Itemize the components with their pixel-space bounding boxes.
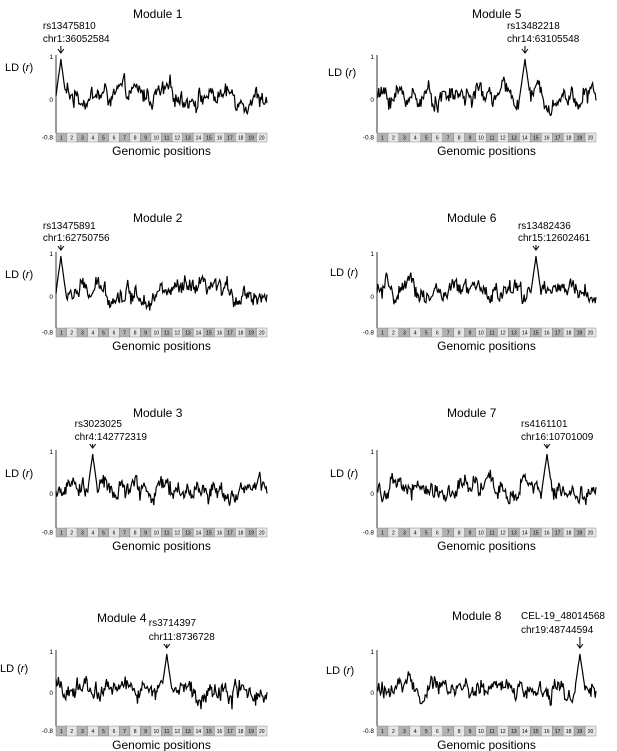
- chromosome-label: 19: [248, 530, 254, 537]
- y-tick-label: 1: [49, 54, 53, 61]
- chromosome-label: 4: [91, 135, 95, 142]
- y-axis-label: LD (r): [330, 267, 359, 279]
- y-tick-label: -0.8: [362, 529, 374, 537]
- y-tick-label: 1: [49, 649, 53, 656]
- chromosome-label: 12: [500, 530, 506, 537]
- ld-trace-line: [56, 454, 267, 506]
- chromosome-label: 16: [543, 135, 550, 142]
- chromosome-label: 8: [457, 330, 461, 337]
- chromosome-label: 15: [206, 530, 212, 537]
- chromosome-label: 18: [237, 135, 244, 142]
- ld-trace-line: [377, 59, 596, 115]
- y-axis-label: LD (r): [328, 67, 357, 79]
- chromosome-label: 15: [206, 135, 212, 142]
- peak-snp-label: rs13475810: [42, 21, 96, 32]
- chromosome-label: 18: [565, 330, 572, 337]
- chart-panel: [328, 7, 596, 158]
- chromosome-label: 16: [216, 330, 223, 337]
- chromosome-label: 14: [522, 330, 528, 337]
- chromosome-label: 8: [133, 530, 137, 537]
- chromosome-label: 1: [381, 530, 384, 537]
- chromosome-label: 14: [195, 135, 202, 142]
- y-tick-label: -0.8: [362, 728, 374, 735]
- peak-locus-label: chr15:12602461: [517, 233, 591, 244]
- chromosome-label: 10: [153, 729, 160, 735]
- chromosome-label: 12: [500, 135, 506, 142]
- chromosome-label: 3: [80, 530, 84, 537]
- chromosome-label: 19: [248, 135, 254, 142]
- chromosome-label: 19: [576, 330, 583, 337]
- chart-panel: [5, 406, 267, 553]
- ld-trace-line: [56, 654, 267, 709]
- chromosome-label: 3: [402, 330, 406, 337]
- chromosome-label: 4: [413, 330, 417, 337]
- chromosome-label: 20: [587, 330, 594, 337]
- chromosome-label: 8: [457, 530, 461, 537]
- chromosome-label: 13: [511, 729, 517, 735]
- chromosome-label: 9: [144, 530, 148, 537]
- chromosome-label: 17: [554, 135, 561, 142]
- chromosome-label: 10: [478, 729, 484, 735]
- chromosome-label: 8: [457, 729, 461, 735]
- y-tick-label: 0: [370, 690, 374, 697]
- chromosome-label: 13: [185, 729, 191, 735]
- chromosome-label: 16: [543, 530, 550, 537]
- peak-snp-label: rs4161101: [521, 419, 568, 430]
- ld-trace-line: [56, 59, 267, 114]
- chromosome-label: 20: [587, 135, 594, 142]
- peak-locus-label: chr19:48744594: [521, 625, 594, 636]
- chromosome-label: 13: [511, 530, 517, 537]
- chromosome-label: 5: [102, 530, 105, 537]
- peak-snp-label: rs13475891: [42, 221, 96, 232]
- chromosome-label: 17: [554, 330, 561, 337]
- chromosome-label: 10: [153, 330, 160, 337]
- chromosome-label: 1: [59, 135, 63, 142]
- chromosome-label: 7: [446, 330, 450, 337]
- chromosome-label: 5: [102, 135, 105, 142]
- chromosome-label: 9: [468, 530, 472, 537]
- y-tick-label: -0.8: [41, 529, 53, 537]
- chromosome-label: 10: [478, 330, 484, 337]
- chromosome-label: 5: [102, 330, 105, 337]
- chromosome-label: 4: [413, 135, 417, 142]
- chromosome-label: 13: [511, 135, 517, 142]
- chromosome-label: 2: [392, 135, 395, 142]
- chromosome-label: 20: [587, 729, 594, 735]
- chromosome-label: 17: [227, 330, 233, 337]
- x-axis-label: Genomic positions: [112, 738, 211, 751]
- y-tick-label: 1: [49, 449, 53, 456]
- chromosome-label: 11: [164, 330, 170, 337]
- chromosome-label: 8: [133, 330, 137, 337]
- chromosome-label: 7: [446, 135, 450, 142]
- peak-locus-label: chr14:63105548: [506, 34, 580, 45]
- y-tick-label: 0: [49, 294, 53, 301]
- chromosome-label: 9: [468, 135, 472, 142]
- chromosome-label: 9: [468, 729, 472, 735]
- chromosome-label: 7: [123, 729, 126, 735]
- y-axis-label: LD (r): [5, 269, 34, 281]
- x-axis-label: Genomic positions: [112, 339, 211, 353]
- chromosome-label: 15: [532, 530, 539, 537]
- chromosome-label: 4: [413, 530, 417, 537]
- chromosome-label: 10: [153, 530, 160, 537]
- chart-panel: [330, 211, 596, 353]
- chromosome-label: 9: [468, 330, 472, 337]
- chromosome-label: 18: [565, 530, 572, 537]
- chromosome-label: 12: [500, 330, 506, 337]
- chromosome-label: 14: [195, 530, 202, 537]
- chromosome-label: 9: [144, 135, 148, 142]
- chromosome-label: 19: [576, 135, 583, 142]
- chart-title: Module 2: [133, 211, 183, 225]
- chromosome-label: 1: [59, 330, 63, 337]
- chromosome-label: 18: [565, 135, 572, 142]
- chart-panel: [5, 7, 267, 158]
- ld-trace-line: [377, 454, 596, 505]
- chromosome-label: 4: [91, 729, 95, 735]
- peak-locus-label: chr1:62750756: [42, 233, 110, 244]
- chromosome-label: 19: [576, 729, 583, 735]
- chart-title: Module 7: [447, 406, 497, 420]
- chromosome-label: 6: [435, 135, 439, 142]
- peak-snp-label: CEL-19_48014568: [521, 611, 605, 622]
- chromosome-label: 11: [164, 729, 170, 735]
- chart-title: Module 1: [133, 7, 183, 21]
- chromosome-label: 19: [576, 530, 583, 537]
- chromosome-label: 18: [237, 330, 244, 337]
- chromosome-label: 20: [258, 729, 265, 735]
- chromosome-label: 6: [112, 330, 116, 337]
- chromosome-label: 8: [133, 135, 137, 142]
- chart-title: Module 4: [97, 611, 147, 625]
- chromosome-label: 16: [216, 729, 223, 735]
- chromosome-label: 20: [587, 530, 594, 537]
- chromosome-label: 13: [185, 530, 191, 537]
- chromosome-label: 16: [216, 135, 223, 142]
- chromosome-label: 12: [500, 729, 506, 735]
- chromosome-label: 11: [489, 530, 495, 537]
- y-tick-label: 1: [49, 251, 53, 258]
- chromosome-label: 11: [164, 530, 170, 537]
- y-axis-label: LD (r): [5, 62, 34, 74]
- chromosome-label: 2: [70, 729, 74, 735]
- chromosome-label: 11: [489, 330, 495, 337]
- peak-locus-label: chr4:142772319: [74, 432, 147, 443]
- chart-title: Module 3: [133, 406, 183, 420]
- peak-snp-label: rs3714397: [148, 618, 197, 629]
- chromosome-label: 11: [489, 135, 495, 142]
- chromosome-label: 19: [248, 330, 254, 337]
- chromosome-label: 5: [424, 729, 428, 735]
- chromosome-label: 14: [522, 530, 528, 537]
- x-axis-label: Genomic positions: [112, 539, 211, 553]
- peak-snp-label: rs13482218: [506, 21, 560, 32]
- y-tick-label: -0.8: [362, 134, 374, 142]
- peak-snp-label: rs13482436: [517, 221, 571, 232]
- chromosome-label: 6: [112, 530, 116, 537]
- chromosome-label: 4: [91, 330, 95, 337]
- chromosome-label: 9: [144, 330, 148, 337]
- chromosome-label: 13: [511, 330, 517, 337]
- chromosome-label: 14: [195, 330, 202, 337]
- chromosome-label: 10: [478, 135, 484, 142]
- chromosome-label: 8: [457, 135, 461, 142]
- chromosome-label: 7: [123, 135, 126, 142]
- chromosome-label: 5: [424, 530, 428, 537]
- chromosome-label: 14: [522, 729, 528, 735]
- chromosome-label: 17: [554, 530, 561, 537]
- y-axis-label: LD (r): [330, 468, 359, 480]
- chromosome-label: 17: [227, 729, 233, 735]
- chromosome-label: 2: [70, 135, 74, 142]
- chromosome-label: 3: [80, 135, 84, 142]
- ld-trace-line: [56, 256, 267, 310]
- chromosome-label: 1: [381, 135, 384, 142]
- y-tick-label: 0: [49, 97, 53, 104]
- chromosome-label: 3: [402, 729, 406, 735]
- chromosome-label: 15: [206, 729, 212, 735]
- x-axis-label: Genomic positions: [437, 144, 536, 158]
- y-tick-label: -0.8: [362, 329, 374, 337]
- chromosome-label: 17: [227, 135, 233, 142]
- chromosome-label: 3: [80, 330, 84, 337]
- y-tick-label: -0.8: [41, 329, 53, 337]
- y-tick-label: 0: [370, 294, 374, 301]
- chromosome-label: 11: [489, 729, 495, 735]
- ld-trace-line: [377, 256, 596, 304]
- chromosome-label: 5: [424, 330, 428, 337]
- peak-locus-label: chr1:36052584: [42, 34, 110, 45]
- chromosome-label: 10: [478, 530, 484, 537]
- chromosome-label: 2: [392, 530, 395, 537]
- y-tick-label: 0: [370, 491, 374, 498]
- chromosome-label: 16: [543, 330, 550, 337]
- chromosome-label: 6: [112, 729, 116, 735]
- chromosome-label: 1: [381, 729, 384, 735]
- chromosome-label: 20: [258, 530, 265, 537]
- x-axis-label: Genomic positions: [112, 144, 211, 158]
- peak-locus-label: chr11:8736728: [148, 632, 215, 643]
- chromosome-label: 3: [402, 530, 406, 537]
- y-tick-label: 1: [370, 251, 374, 258]
- chromosome-label: 20: [258, 135, 265, 142]
- chromosome-label: 2: [392, 729, 395, 735]
- chromosome-label: 6: [435, 729, 439, 735]
- y-tick-label: 1: [370, 54, 374, 61]
- chart-panel: [5, 211, 267, 353]
- chromosome-label: 7: [446, 530, 450, 537]
- y-axis-label: LD (r): [0, 663, 29, 675]
- chromosome-label: 18: [237, 530, 244, 537]
- y-axis-label: LD (r): [5, 468, 34, 480]
- chromosome-label: 13: [185, 330, 191, 337]
- chart-panel: [326, 609, 605, 751]
- y-tick-label: 0: [49, 690, 53, 697]
- chromosome-label: 5: [424, 135, 428, 142]
- chart-title: Module 8: [452, 609, 502, 623]
- chromosome-label: 18: [237, 729, 244, 735]
- chromosome-label: 1: [59, 530, 63, 537]
- chromosome-label: 1: [381, 330, 384, 337]
- chromosome-label: 14: [195, 729, 202, 735]
- chromosome-label: 12: [174, 530, 181, 537]
- x-axis-label: Genomic positions: [437, 539, 536, 553]
- chromosome-label: 10: [153, 135, 160, 142]
- chromosome-label: 6: [435, 530, 439, 537]
- chromosome-label: 17: [227, 530, 233, 537]
- chromosome-label: 20: [258, 330, 265, 337]
- chromosome-label: 12: [174, 729, 181, 735]
- chromosome-label: 15: [532, 729, 539, 735]
- peak-locus-label: chr16:10701009: [521, 432, 594, 443]
- chromosome-label: 2: [70, 530, 74, 537]
- chromosome-label: 13: [185, 135, 191, 142]
- chromosome-label: 8: [133, 729, 137, 735]
- chromosome-label: 15: [532, 330, 539, 337]
- y-tick-label: -0.8: [41, 728, 53, 735]
- chromosome-label: 15: [532, 135, 539, 142]
- peak-snp-label: rs3023025: [74, 419, 122, 430]
- y-tick-label: 1: [370, 449, 374, 456]
- y-tick-label: -0.8: [41, 134, 53, 142]
- chromosome-label: 17: [554, 729, 561, 735]
- chromosome-label: 6: [112, 135, 116, 142]
- chromosome-label: 5: [102, 729, 105, 735]
- chromosome-label: 4: [413, 729, 417, 735]
- chromosome-label: 11: [164, 135, 170, 142]
- chromosome-label: 2: [70, 330, 74, 337]
- chromosome-label: 9: [144, 729, 148, 735]
- chromosome-label: 16: [216, 530, 223, 537]
- chromosome-label: 6: [435, 330, 439, 337]
- chromosome-label: 7: [123, 530, 126, 537]
- chromosome-label: 14: [522, 135, 528, 142]
- chromosome-label: 4: [91, 530, 95, 537]
- chart-panel: [0, 611, 267, 751]
- chromosome-label: 12: [174, 330, 181, 337]
- y-tick-label: 1: [370, 649, 374, 656]
- chromosome-label: 1: [59, 729, 63, 735]
- ld-trace-line: [377, 654, 596, 705]
- y-tick-label: 0: [370, 97, 374, 104]
- chromosome-label: 3: [80, 729, 84, 735]
- x-axis-label: Genomic positions: [437, 339, 536, 353]
- chart-title: Module 6: [447, 211, 497, 225]
- y-tick-label: 0: [49, 491, 53, 498]
- chromosome-label: 12: [174, 135, 181, 142]
- chromosome-label: 19: [248, 729, 254, 735]
- chromosome-label: 18: [565, 729, 572, 735]
- chart-panel: [330, 406, 596, 553]
- chromosome-label: 16: [543, 729, 550, 735]
- y-axis-label: LD (r): [326, 665, 355, 677]
- chromosome-label: 7: [446, 729, 450, 735]
- chromosome-label: 3: [402, 135, 406, 142]
- chromosome-label: 7: [123, 330, 126, 337]
- chart-title: Module 5: [472, 7, 522, 21]
- x-axis-label: Genomic positions: [437, 738, 536, 751]
- chromosome-label: 15: [206, 330, 212, 337]
- chromosome-label: 2: [392, 330, 395, 337]
